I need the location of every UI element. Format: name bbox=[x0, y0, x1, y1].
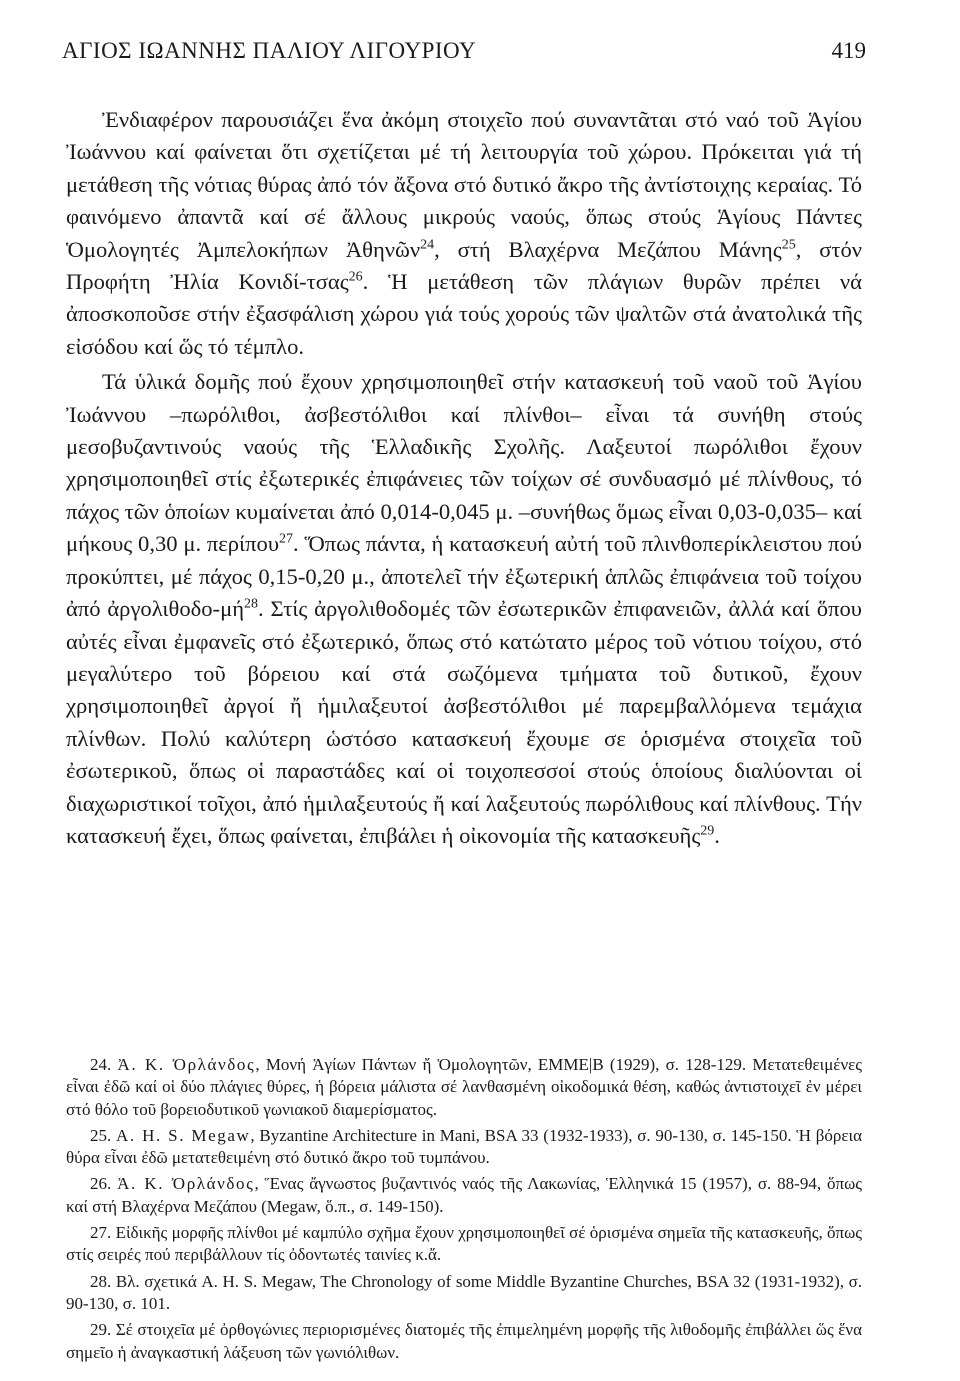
footnote-author: A. H. S. Megaw bbox=[116, 1125, 251, 1145]
footnote-26 bbox=[66, 1173, 862, 1218]
text-run: Ἐνδιαφέρον παρουσιάζει ἕνα ἀκόμη στοιχεῖο πού συναντᾶται στό ναό τοῦ Ἁγίου Ἰωάννου καί φαίνεται ὅτι σχετίζεται μέ τή λειτουργία τοῦ χώρου. Πρόκειται γιά τή μετάθεση τῆς νότιας θύρας ἀπό τόν ἄξονα στό δυτικό ἄκρο τῆς ἀντίστοιχης κεραίας. Τό φαινόμενο ἀπαντᾶ καί σέ ἄλλους μικρούς ναούς, ὅπως στούς Ἁγίους Πάντες Ὁμολογητές Ἀμπελοκήπων Ἀθηνῶν bbox=[66, 107, 862, 262]
page-number: 419 bbox=[831, 38, 866, 63]
text-run: . Ὅπως πάντα, ἡ κατασκευή αὐτή τοῦ πλινθοπερίκλειστου πού προκύπτει, μέ πάχος 0,15-0,20 μ., ἀποτελεῖ τήν ἐξωτερική ἁπλῶς ἐπιφάνεια τοῦ τοίχου ἀπό ἀργολιθοδο-μή bbox=[66, 531, 862, 622]
footnote-text: , Μονή Ἁγίων Πάντων ἤ Ὁμολογητῶν, ΕΜΜΕ|Β (1929), σ. 128-129. Μετατεθειμένες εἶναι ἐδῶ καί οἱ δύο πλάγιες θύρες, ἡ βόρεια μάλιστα σέ λανθασμένη οἰκοδομικά θέση, καθώς ἀντιστοιχεῖ ἐν μέρει στό θόλο τοῦ βορειοδυτικοῦ γωνιακοῦ διαμερίσματος. bbox=[66, 1055, 863, 1119]
footnote-text: , Ἕνας ἄγνωστος βυζαντινός ναός τῆς Λακωνίας, Ἑλληνικά 15 (1957), σ. 88-94, ὅπως καί στή Βλαχέρνα Μεζάπου (Megaw, ὅ.π., σ. 149-150). bbox=[66, 1174, 863, 1216]
footnote-number: 28. bbox=[90, 1271, 116, 1291]
footnote-text: Σέ στοιχεῖα μέ ὀρθογώνιες περιορισμένες διατομές τῆς ἐπιμελημένη μορφῆς τῆς λιθοδομῆς ἐπιβάλλει ὥς ἕνα σημεῖο ἡ ἀναγκαστική λάξευση τῶν γωνιόλιθων. bbox=[66, 1320, 862, 1362]
footnote-25 bbox=[66, 1125, 862, 1170]
text-run: . Στίς ἀργολιθοδομές τῶν ἐσωτερικῶν ἐπιφανειῶν, ἀλλά καί ὅπου αὐτές εἶναι ἐμφανεῖς στό ἐξωτερικό, ὅπως στό κατώτατο μέρος τοῦ νότιου τοίχου, στό μεγαλύτερο τοῦ βόρειου καί στά σωζόμενα τμήματα τοῦ δυτικοῦ, ἔχουν χρησιμοποιηθεῖ ἀργοί ἤ ἡμιλαξευτοί ἀσβεστόλιθοι μέ παρεμβαλλόμενα τεμάχια πλίνθων. Πολύ καλύτερη ὡστόσο κατασκευή ἔχουμε σε ὁρισμένα στοιχεῖα τοῦ ἐσωτερικοῦ, ὅπως οἱ παραστάδες καί οἱ τοιχοπεσσοί στούς ὁποίους διαλύονται οἱ διαχωριστικοί τοῖχοι, ἀπό ἡμιλαξευτούς ἤ καί λαξευτούς πωρόλιθους καί πλίνθους. Τήν κατασκευή ἔχει, ὅπως φαίνεται, ἐπιβάλει ἡ οἰκονομία τῆς κατασκευῆς bbox=[66, 596, 862, 848]
footnote-ref-27[interactable]: 27 bbox=[279, 531, 294, 547]
text-run: Τά ὑλικά δομῆς πού ἔχουν χρησιμοποιηθεῖ στήν κατασκευή τοῦ ναοῦ τοῦ Ἁγίου Ἰωάννου –πωρόλιθοι, ἀσβεστόλιθοι καί πλίνθοι– εἶναι τά συνήθη στούς μεσοβυζαντινούς ναούς τῆς Ἑλλαδικῆς Σχολῆς. Λαξευτοί πωρόλιθοι ἔχουν χρησιμοποιηθεῖ στίς ἐξωτερικές ἐπιφάνειες τῶν τοίχων σέ συνδυασμό μέ πλίνθους, τό πάχος τῶν ὁποίων κυμαίνεται ἀπό 0,014-0,045 μ. –συνήθως ὅμως εἶναι 0,03-0,035– καί μήκους 0,30 μ. περίπου bbox=[66, 369, 862, 557]
footnote-ref-29[interactable]: 29 bbox=[700, 823, 715, 839]
footnote-number: 29. bbox=[90, 1320, 116, 1340]
footnote-number: 25. bbox=[90, 1125, 116, 1145]
footnote-ref-26[interactable]: 26 bbox=[348, 269, 363, 285]
footnote-ref-28[interactable]: 28 bbox=[244, 596, 259, 612]
paragraph-1 bbox=[66, 104, 862, 363]
footnote-author: Ἀ. Κ. Ὀρλάνδος bbox=[117, 1055, 256, 1074]
footnote-number: 27. bbox=[90, 1223, 116, 1243]
text-run: , στή Βλαχέρνα Μεζάπου Μάνης bbox=[434, 236, 782, 262]
footnote-author: Ἀ. Κ. Ὀρλάνδος bbox=[117, 1174, 255, 1194]
footnote-ref-25[interactable]: 25 bbox=[781, 237, 796, 253]
footnote-number: 24. bbox=[90, 1055, 118, 1074]
text-run: . bbox=[714, 822, 720, 848]
footnotes bbox=[66, 1054, 862, 1368]
footnote-text: , Byzantine Architecture in Mani, BSA 33 (1932-1933), σ. 90-130, σ. 145-150. Ἡ βόρεια θύρα εἶναι ἐδῶ μετατεθειμένη στό δυτικό ἄκρο τοῦ τυμπάνου. bbox=[66, 1125, 862, 1168]
footnote-28 bbox=[66, 1271, 862, 1316]
footnote-text: Εἰδικῆς μορφῆς πλίνθοι μέ καμπύλο σχῆμα ἔχουν χρησιμοποιηθεῖ σέ ὁρισμένα σημεῖα τῆς κατασκευῆς, ὅπως στίς σειρές πού περιβάλλουν τίς ὀδοντωτές ταινίες κ.ἄ. bbox=[66, 1223, 863, 1265]
running-title: ΑΓΙΟΣ ΙΩΑΝΝΗΣ ΠΑΛΙΟΥ ΛΙΓΟΥΡΙΟΥ bbox=[62, 38, 477, 63]
page-header bbox=[62, 38, 866, 74]
text-run: , στόν Προφήτη Ἠλία Κονιδί-τσας bbox=[66, 236, 862, 295]
footnote-27 bbox=[66, 1222, 862, 1267]
paragraph-2 bbox=[66, 366, 862, 852]
footnote-29 bbox=[66, 1319, 862, 1364]
text-run: . Ἡ μετάθεση τῶν πλάγιων θυρῶν πρέπει νά ἀποσκοποῦσε στήν ἐξασφάλιση χώρου γιά τούς χορούς τῶν ψαλτῶν στά ἀνατολικά τῆς εἰσόδου καί ὥς τό τέμπλο. bbox=[66, 269, 862, 359]
main-text bbox=[66, 104, 862, 852]
footnote-ref-24[interactable]: 24 bbox=[420, 237, 435, 253]
footnote-text: Βλ. σχετικά A. H. S. Megaw, The Chronology of some Middle Byzantine Churches, BSA 32 (1931-1932), σ. 90-130, σ. 101. bbox=[66, 1271, 863, 1313]
footnote-24 bbox=[66, 1054, 862, 1121]
footnote-number: 26. bbox=[90, 1174, 118, 1194]
